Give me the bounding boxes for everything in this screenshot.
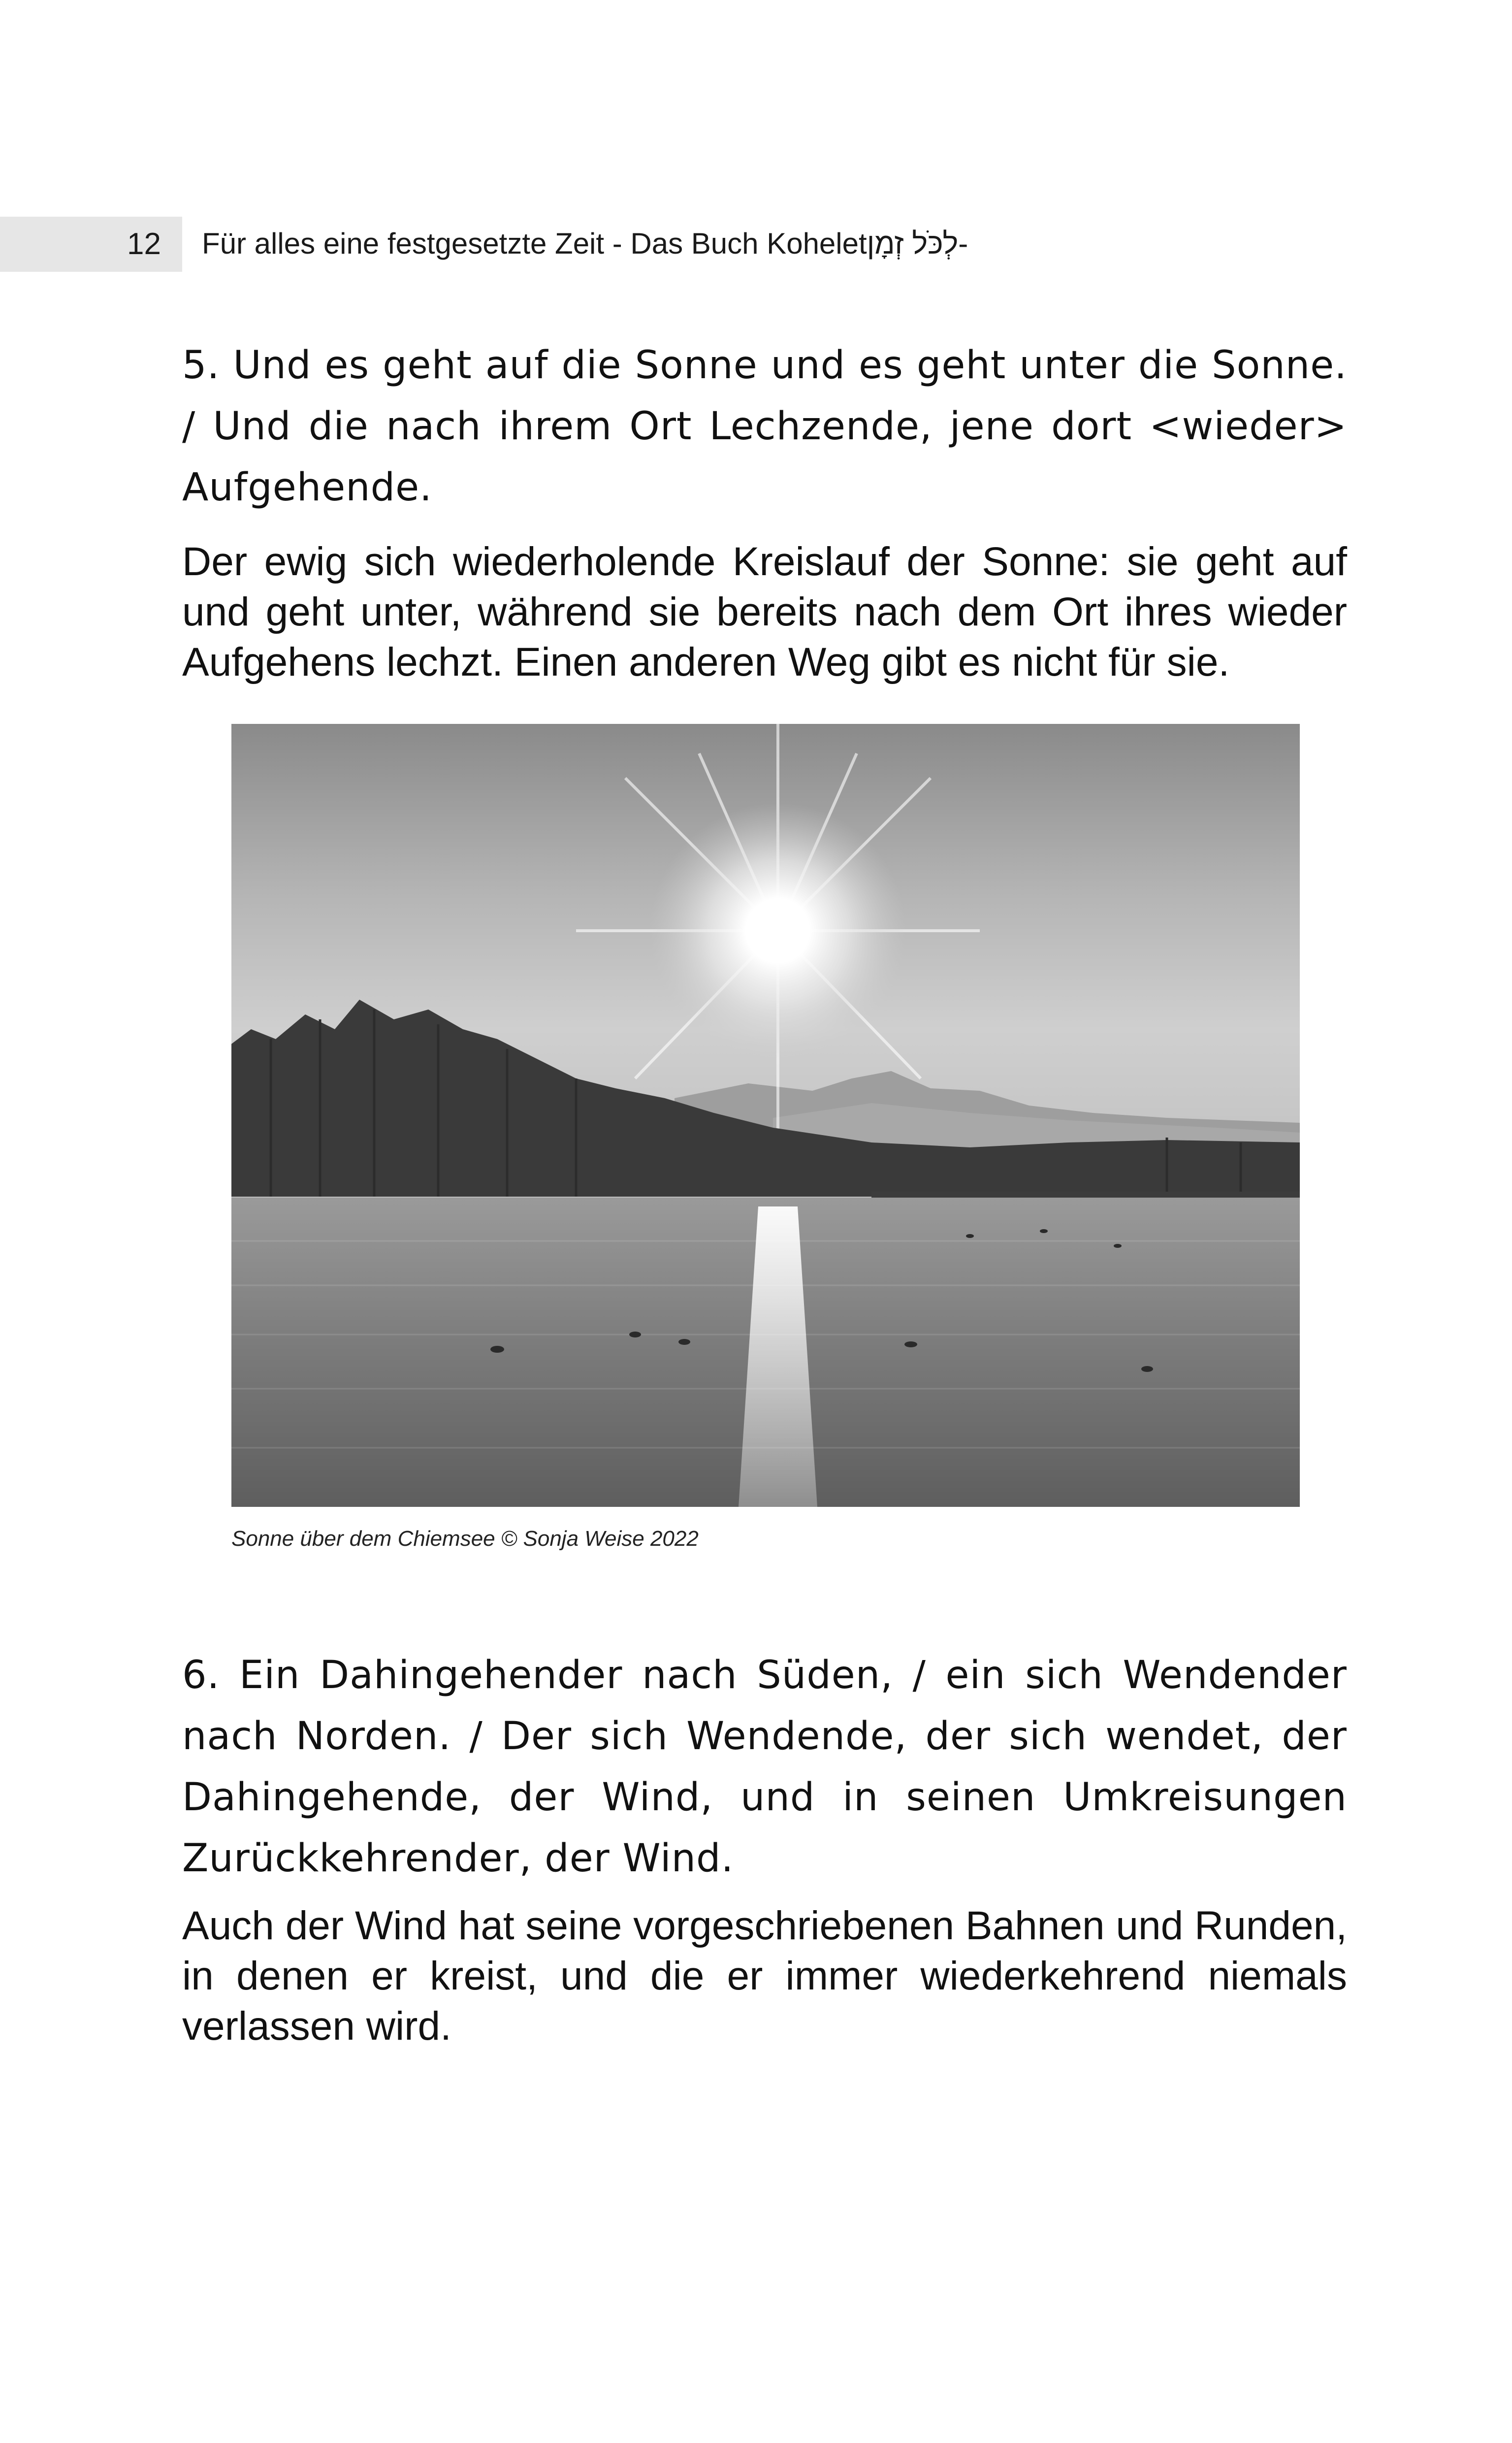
commentary-5: Der ewig sich wiederholende Kreislauf der Sonne: sie geht auf und geht unter, während sie bereits nach dem Ort ihres wieder Aufgehens lechzt. Einen anderen Weg gibt es nicht für sie.: [182, 539, 1347, 684]
sunset-lake-photo: [231, 724, 1300, 1507]
page-number: 12: [127, 227, 161, 261]
verse-5: 5. Und es geht auf die Sonne und es geht unter die Sonne. / Und die nach ihrem Ort Lechzende, jene dort <wieder> Aufgehende.: [182, 343, 1347, 510]
header-separator: -: [958, 227, 968, 260]
photo-caption: Sonne über dem Chiemsee © Sonja Weise 2022: [231, 1527, 699, 1551]
header-title: לְכֹּל זְמָןFür alles eine festgesetzte Zeit - Das Buch Kohelet: [202, 227, 959, 260]
verse-6: 6. Ein Dahingehender nach Süden, / ein sich Wendender nach Norden. / Der sich Wendende, der sich wendet, der Dahingehende, der Wind, und in seinen Umkreisungen Zurückkehrender, der Wind.: [182, 1653, 1347, 1881]
running-title: [202, 227, 988, 261]
commentary-6: Auch der Wind hat seine vorgeschriebenen Bahnen und Runden, in denen er kreist, und die er immer wiederkehrend niemals verlassen wird.: [182, 1903, 1347, 2049]
